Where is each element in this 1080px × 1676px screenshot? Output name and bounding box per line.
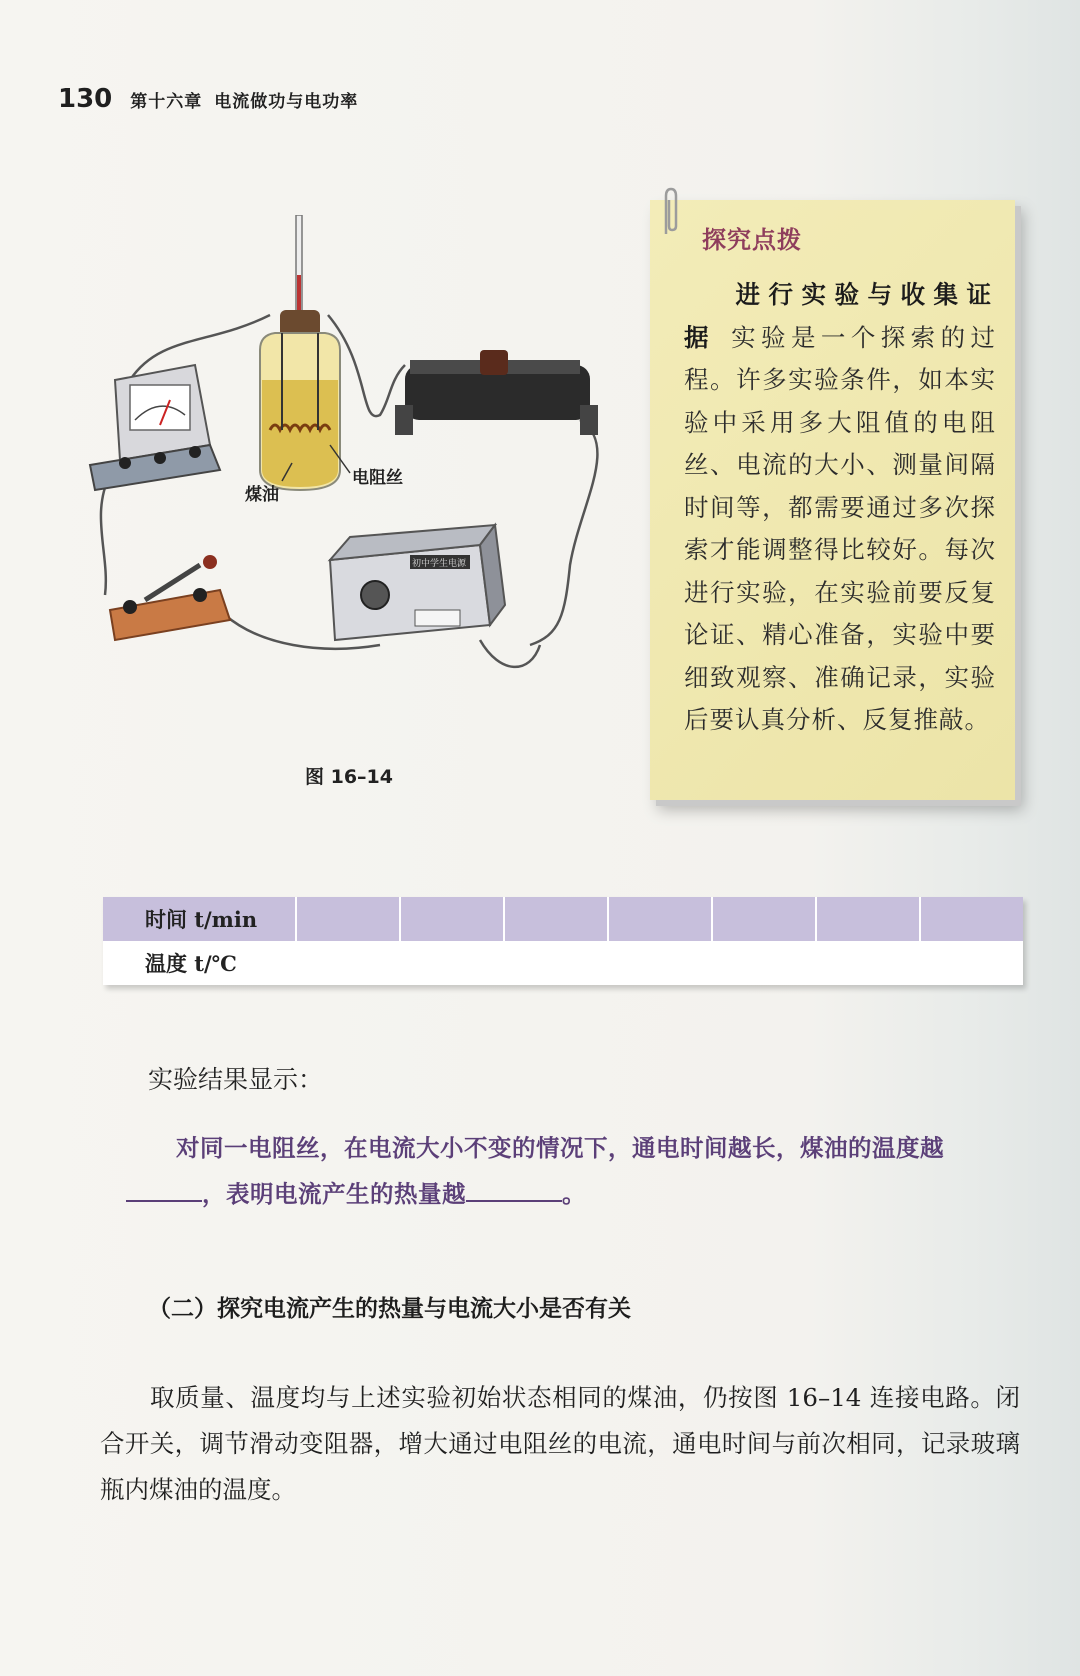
ammeter (90, 365, 220, 490)
circuit-figure (60, 215, 620, 735)
knife-switch (110, 555, 230, 640)
circuit-illustration (60, 215, 620, 735)
power-supply (330, 525, 505, 640)
result-text-part-2: ，表明电流产生的热量越 (202, 1180, 466, 1208)
table-cell (608, 897, 712, 941)
chapter-number: 第十六章 (130, 92, 203, 112)
figure-caption: 图 16–14 (305, 766, 393, 788)
result-text-part-3: 。 (562, 1180, 586, 1208)
chapter-title: 电流做功与电功率 (214, 92, 359, 112)
answer-blank[interactable] (126, 1176, 202, 1202)
table-cell (400, 897, 504, 941)
tip-heading: 进行实验与收集证据 (684, 280, 996, 352)
table-cell (504, 897, 608, 941)
rheostat (395, 350, 598, 435)
answer-blank[interactable] (466, 1176, 562, 1202)
power-supply-label: 初中学生电源 (412, 559, 467, 569)
table-cell (296, 897, 400, 941)
section-paragraph: 取质量、温度均与上述实验初始状态相同的煤油，仍按图 16–14 连接电路。闭合开关，调节滑动变阻器，增大通过电阻丝的电流，通电时间与前次相同，记录玻璃瓶内煤油的温度。 (100, 1383, 1020, 1504)
tip-box (650, 200, 1015, 800)
label-resistance-wire: 电阻丝 (352, 468, 403, 488)
result-text (126, 1125, 1006, 1217)
table-header-temperature: 温度 t/℃ (103, 941, 296, 985)
result-text-part-1: 对同一电阻丝，在电流大小不变的情况下，通电时间越长，煤油的温度越 (176, 1134, 944, 1162)
chapter-heading (130, 87, 370, 112)
result-label: 实验结果显示： (148, 1065, 324, 1094)
table-cell (920, 897, 1023, 941)
table-cell (296, 941, 1023, 985)
tip-title: 探究点拨 (702, 225, 802, 254)
data-table (103, 897, 1023, 985)
tip-text: 实验是一个探索的过程。许多实验条件，如本实验中采用多大阻值的电阻丝、电流的大小、测量间隔时间等，都需要通过多次探索才能调整得比较好。每次进行实验，在实验前要反复论证、精心准备，实验中要细致观察、准确记录，实验后要认真分析、反复推敲。 (684, 322, 997, 734)
section-title: （二）探究电流产生的热量与电流大小是否有关 (148, 1296, 631, 1322)
table-row (103, 941, 1023, 985)
paperclip-icon (660, 186, 682, 238)
table-cell (816, 897, 920, 941)
page-header (58, 84, 370, 114)
table-row (103, 897, 1023, 941)
glass-jar (260, 215, 340, 490)
label-kerosene: 煤油 (245, 485, 279, 505)
table-header-time: 时间 t/min (103, 897, 296, 941)
tip-body (684, 274, 996, 742)
table-cell (712, 897, 816, 941)
page-number: 130 (58, 84, 113, 114)
